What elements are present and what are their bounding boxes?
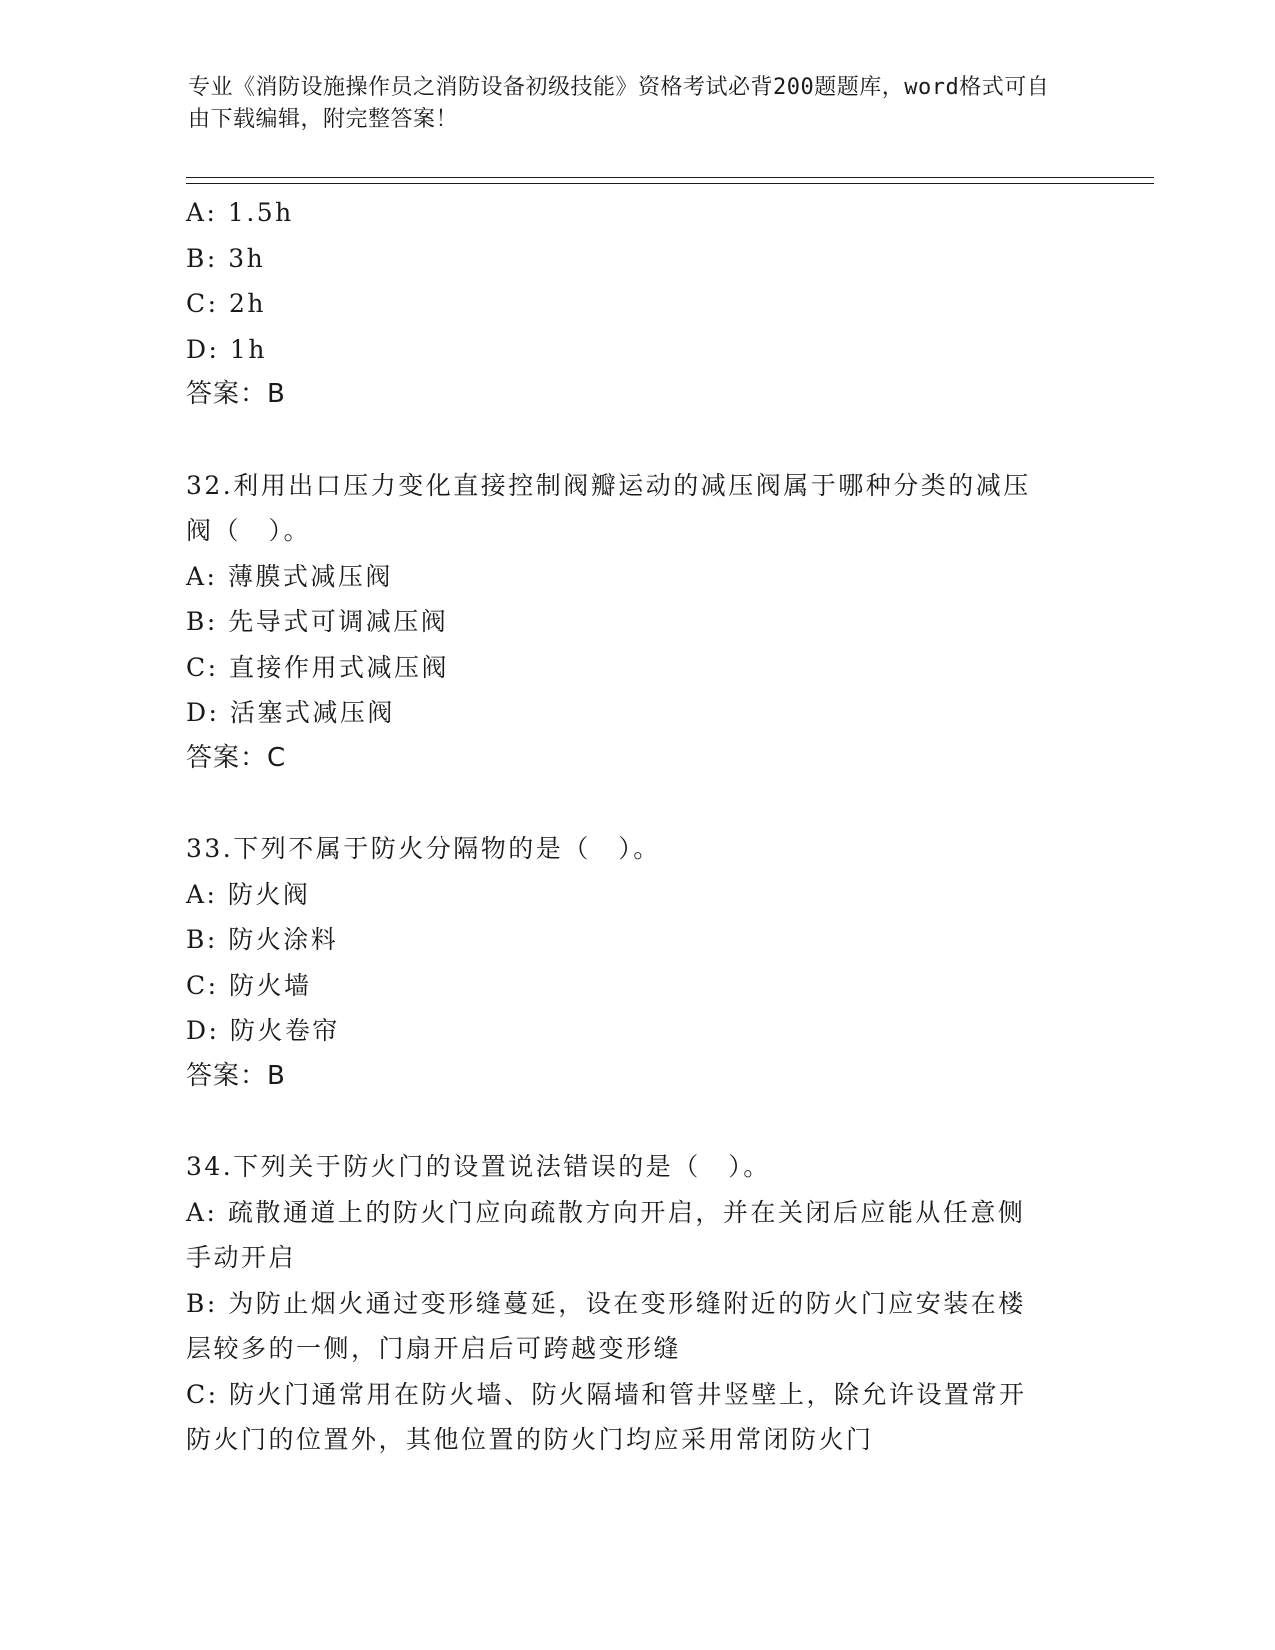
option-a: A: 薄膜式减压阀	[186, 561, 393, 591]
answer-label: 答案：C	[186, 742, 287, 773]
question-stem-continued: 阀（ ）。	[186, 516, 312, 545]
answer-label: 答案：B	[186, 1060, 286, 1091]
option-a-continued: 手动开启	[186, 1243, 297, 1272]
option-a: A: 1.5h	[186, 198, 294, 227]
header-divider-top	[186, 177, 1154, 178]
option-c: C: 直接作用式减压阀	[186, 652, 449, 682]
question-34	[186, 1144, 1086, 1463]
question-stem: 33.下列不属于防火分隔物的是（ ）。	[186, 834, 661, 863]
question-stem: 34.下列关于防火门的设置说法错误的是（ ）。	[186, 1152, 771, 1181]
option-b-continued: 层较多的一侧，门扇开启后可跨越变形缝	[186, 1334, 682, 1363]
option-c: C: 2h	[186, 289, 267, 318]
header-divider-bottom	[186, 183, 1154, 184]
answer-label: 答案：B	[186, 379, 286, 409]
option-a: A: 防火阀	[186, 879, 311, 909]
option-d: D: 防火卷帘	[186, 1016, 340, 1045]
option-c-continued: 防火门的位置外，其他位置的防火门均应采用常闭防火门	[186, 1425, 874, 1454]
question-32	[186, 463, 1086, 782]
option-b: B: 先导式可调减压阀	[186, 607, 449, 636]
document-header: 专业《消防设施操作员之消防设备初级技能》资格考试必背200题题库，word格式可自由下载编辑，附完整答案！	[188, 75, 1050, 132]
question-33	[186, 826, 1086, 1099]
option-c: C: 防火墙	[186, 970, 312, 1000]
question-list	[186, 190, 1086, 1463]
option-a: A: 疏散通道上的防火门应向疏散方向开启，并在关闭后应能从任意侧	[186, 1197, 1026, 1227]
option-b: B: 防火涂料	[186, 925, 339, 954]
option-c: C: 防火门通常用在防火墙、防火隔墙和管井竖壁上，除允许设置常开	[186, 1379, 1027, 1409]
option-b: B: 3h	[186, 243, 266, 273]
question-31-continued	[186, 190, 1086, 418]
option-d: D: 活塞式减压阀	[186, 698, 395, 727]
option-b: B: 为防止烟火通过变形缝蔓延，设在变形缝附近的防火门应安装在楼	[186, 1288, 1026, 1318]
question-stem: 32.利用出口压力变化直接控制阀瓣运动的减压阀属于哪种分类的减压	[186, 470, 1031, 500]
option-d: D: 1h	[186, 334, 267, 364]
